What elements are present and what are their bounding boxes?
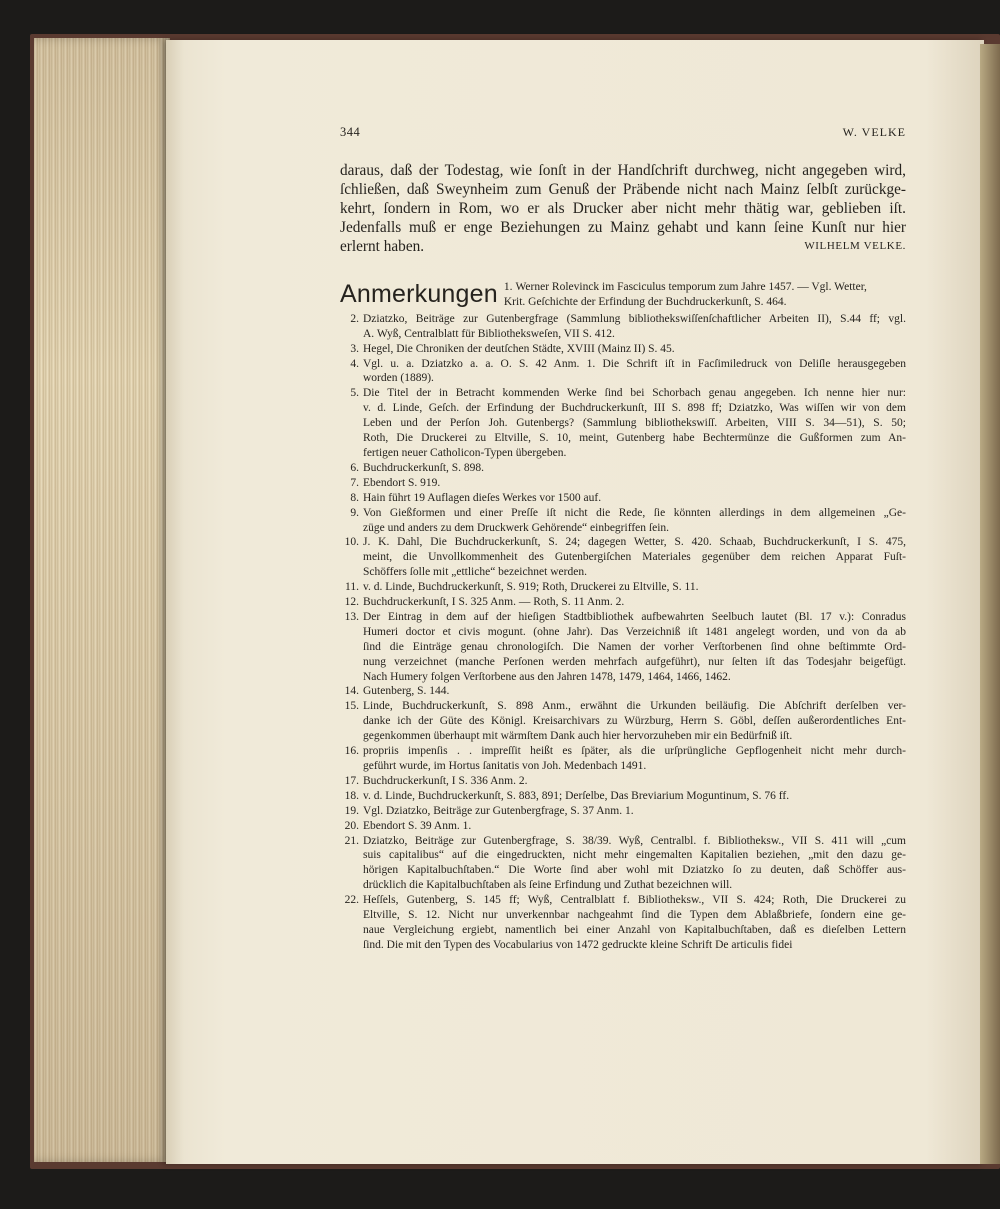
footnote-line: Hegel, Die Chroniken der deutſchen Städte, XVIII (Mainz II) S. 45. bbox=[363, 342, 675, 355]
footnote-4 bbox=[340, 357, 906, 387]
footnote-line: Die Titel der in Betracht kommenden Werke ſind bei Schorbach genau angegeben. Ich nenne hier nur: bbox=[363, 387, 906, 400]
running-head bbox=[340, 125, 906, 147]
footnote-text bbox=[363, 476, 906, 491]
footnote-line: ſind. Die mit den Typen des Vocabularius von 1472 gedruckte kleine Schrift De articulis fidei bbox=[363, 938, 793, 951]
body-line: kehrt, ſondern in Rom, wo er als Drucker aber nicht mehr thätig war, geblieben iſt. bbox=[340, 200, 906, 217]
footnote-text bbox=[363, 342, 906, 357]
footnote-text bbox=[363, 774, 906, 789]
notes-list bbox=[340, 280, 906, 953]
page-number: 344 bbox=[340, 125, 361, 139]
footnote-line: züge und anders zu dem Druckwerk Gehörende“ einbegriffen ſein. bbox=[363, 521, 670, 534]
footnote-number: 5. bbox=[350, 387, 359, 400]
footnote-line: suis capitalibus“ auf die eingedruckten, nicht mehr eingemalten Kapitalien beziehen, „mit den dazu ge- bbox=[363, 849, 906, 862]
footnote-text bbox=[363, 804, 906, 819]
footnote-line: Roth, Die Druckerei zu Eltville, S. 10, meint, Gutenberg habe Bechtermünze die Gußformen zum An- bbox=[363, 432, 906, 445]
footnote-text bbox=[363, 461, 906, 476]
body-line: daraus, daß der Todestag, wie ſonſt in der Handſchrift durchweg, nicht angegeben wird, bbox=[340, 162, 906, 179]
footnote-3 bbox=[340, 342, 906, 357]
footnote-number: 2. bbox=[350, 312, 359, 325]
body-line: ſchließen, daß Sweynheim zum Genuß der Präbende nicht nach Mainz ſelbſt zurückge- bbox=[340, 181, 906, 198]
footnote-number: 1. bbox=[503, 281, 513, 293]
footnote-number: 22. bbox=[344, 894, 359, 907]
footnote-line: Gutenberg, S. 144. bbox=[363, 685, 450, 698]
footnote-text bbox=[363, 834, 906, 894]
footnote-line: fertigen neuer Catholicon-Typen übergeben. bbox=[363, 446, 567, 459]
footnote-line: v. d. Linde, Buchdruckerkunſt, S. 883, 891; Derſelbe, Das Breviarium Moguntinum, S. 76 ff. bbox=[363, 789, 790, 802]
footnote-line: Hain führt 19 Auflagen dieſes Werkes vor 1500 auf. bbox=[363, 491, 602, 504]
footnote-line: worden (1889). bbox=[363, 372, 434, 385]
footnote-line: Vgl. u. a. Dziatzko a. a. O. S. 42 Anm. 1. Die Schrift iſt in Facſimiledruck von Deliſle herausgegeben bbox=[363, 357, 906, 370]
footnote-number: 14. bbox=[344, 685, 359, 698]
page-content bbox=[340, 125, 906, 953]
footnote-line: meint, die Unvollkommenheit des Gutenbergiſchen Materiales gegenüber dem reichen Apparat Fuſt- bbox=[363, 551, 906, 564]
footnote-9 bbox=[340, 506, 906, 536]
footnote-text bbox=[363, 535, 906, 580]
footnote-line: Humeri doctor et civis mogunt. (ohne Jahr). Das Verzeichniß iſt 1481 angelegt worden, und von da ab bbox=[363, 625, 906, 638]
footnote-number: 4. bbox=[350, 357, 359, 370]
footnote-line: J. K. Dahl, Die Buchdruckerkunſt, S. 24; dagegen Wetter, S. 420. Schaab, Buchdruckerkunſt, I S. 475, bbox=[363, 536, 906, 549]
footnote-number: 17. bbox=[344, 774, 359, 787]
footnote-text bbox=[363, 893, 906, 953]
footnote-number: 9. bbox=[350, 506, 359, 519]
footnote-text bbox=[504, 281, 867, 308]
footnote-number: 20. bbox=[344, 819, 359, 832]
body-line: Jedenfalls muß er enge Beziehungen zu Mainz gehabt und kann ſeine Kunſt nur hier bbox=[340, 219, 906, 236]
footnote-8 bbox=[340, 491, 906, 506]
footnote-2 bbox=[340, 312, 906, 342]
footnote-number: 6. bbox=[350, 461, 359, 474]
footnote-text bbox=[363, 699, 906, 744]
footnote-line: gegenkommen überhaupt mit wärmſtem Dank auch hier hervorzuheben mir ein Bedürfniß iſt. bbox=[363, 730, 793, 743]
footnote-19 bbox=[340, 804, 906, 819]
footnote-10 bbox=[340, 535, 906, 580]
page-stack-edges bbox=[34, 38, 170, 1162]
footnote-line: Linde, Buchdruckerkunſt, S. 898 Anm., erwähnt die Urkunden beiläufig. Die Abſchrift derſelben ver- bbox=[363, 700, 906, 713]
footnote-line: Dziatzko, Beiträge zur Gutenbergfrage, S. 38/39. Wyß, Centralbl. f. Bibliotheksw., VII S. 411 will „cum bbox=[363, 834, 906, 847]
footnote-text bbox=[363, 491, 906, 506]
footnote-number: 12. bbox=[344, 596, 359, 609]
footnote-14 bbox=[340, 684, 906, 699]
footnote-line: Heſſels, Gutenberg, S. 145 ff; Wyß, Centralblatt f. Bibliotheksw., VII S. 424; Roth, Die Druckerei zu bbox=[363, 894, 906, 907]
footnote-number: 19. bbox=[344, 804, 359, 817]
footnote-line: Eltville, S. 12. Nicht nur unverkennbar nachgeahmt ſind die Typen dem Ablaßbriefe, ſondern eine ge- bbox=[363, 909, 906, 922]
footnote-16 bbox=[340, 744, 906, 774]
footnote-text bbox=[363, 610, 906, 685]
footnote-number: 18. bbox=[344, 789, 359, 802]
footnote-line: naue Vergleichung ergiebt, namentlich bei einer Anzahl von Kapitalbuchſtaben, daß es dieſelben Lettern bbox=[363, 923, 906, 936]
footnote-line: Schöffers ſolle mit „ettliche“ bezeichnet werden. bbox=[363, 566, 587, 579]
footnote-line: ſind die Einträge genau chronologiſch. Die Namen der vorher Verſtorbenen ſind ohne beſtimmte Ord- bbox=[363, 640, 906, 653]
footnote-line: Ebendort S. 39 Anm. 1. bbox=[363, 819, 472, 832]
footnote-text bbox=[363, 506, 906, 536]
footnote-12 bbox=[340, 595, 906, 610]
footnote-text bbox=[363, 819, 906, 834]
footnote-line: Leben und der Perſon Joh. Gutenbergs? (Sammlung bibliothekswiſſ. Arbeiten, VIII S. 34—51), S. 50; bbox=[363, 417, 906, 430]
footnote-text bbox=[363, 580, 906, 595]
body-line: erlernt haben. bbox=[340, 238, 425, 255]
footnote-text bbox=[363, 357, 906, 387]
author-signature: WILHELM VELKE. bbox=[804, 240, 906, 252]
footnote-22 bbox=[340, 893, 906, 953]
footnote-line: A. Wyß, Centralblatt für Bibliotheksweſen, VII S. 412. bbox=[363, 327, 615, 340]
footnote-line: Werner Rolevinck im Fasciculus temporum zum Jahre 1457. — Vgl. Wetter, bbox=[515, 281, 867, 293]
footnote-5 bbox=[340, 386, 906, 461]
footnote-line: Dziatzko, Beiträge zur Gutenbergfrage (Sammlung bibliothekswiſſenſchaftlicher Arbeiten II), S.44 ff; vgl. bbox=[363, 312, 906, 325]
footnote-text bbox=[363, 595, 906, 610]
footnote-6 bbox=[340, 461, 906, 476]
footnote-line: propriis impenſis . . impreſſit heißt es ſpäter, als die urſprüngliche Gepflogenheit nicht mehr durch- bbox=[363, 745, 906, 758]
footnote-line: v. d. Linde, Buchdruckerkunſt, S. 919; Roth, Druckerei zu Eltville, S. 11. bbox=[363, 581, 699, 594]
notes-section bbox=[340, 280, 906, 953]
footnote-17 bbox=[340, 774, 906, 789]
footnote-11 bbox=[340, 580, 906, 595]
running-author: W. VELKE bbox=[842, 125, 906, 139]
footnote-number: 16. bbox=[344, 745, 359, 758]
footnote-number: 10. bbox=[344, 536, 359, 549]
footnote-20 bbox=[340, 819, 906, 834]
footnote-number: 3. bbox=[350, 342, 359, 355]
footnote-21 bbox=[340, 834, 906, 894]
footnote-line: drücklich die Kapitalbuchſtaben als ſeine Erfindung und Zuthat bezeichnen will. bbox=[363, 879, 733, 892]
footnote-7 bbox=[340, 476, 906, 491]
footnote-number: 21. bbox=[344, 834, 359, 847]
footnote-18 bbox=[340, 789, 906, 804]
notes-heading: Anmerkungen bbox=[340, 280, 498, 308]
footnote-line: Der Eintrag in dem auf der hieſigen Stadtbibliothek aufbewahrten Seelbuch lautet (Bl. 17 v.): Conradus bbox=[363, 610, 906, 623]
footnote-text bbox=[363, 386, 906, 461]
footnote-number: 7. bbox=[350, 476, 359, 489]
footnote-number: 15. bbox=[344, 700, 359, 713]
footnote-13 bbox=[340, 610, 906, 685]
footnote-line: nung verzeichnet (manche Perſonen werden mehrfach aufgeführt), nur ſelten iſt das Todesjahr beigefügt. bbox=[363, 655, 906, 668]
footnote-line: Ebendort S. 919. bbox=[363, 476, 441, 489]
footnote-text bbox=[363, 789, 906, 804]
footnote-line: Krit. Geſchichte der Erfindung der Buchdruckerkunſt, S. 464. bbox=[503, 295, 787, 308]
footnote-line: Buchdruckerkunſt, S. 898. bbox=[363, 461, 485, 474]
footnote-line: danke ich der Güte des Königl. Kreisarchivars zu Würzburg, Herrn S. Göbl, deſſen außerordentliches Ent- bbox=[363, 715, 906, 728]
footnote-line: Vgl. Dziatzko, Beiträge zur Gutenbergfrage, S. 37 Anm. 1. bbox=[363, 804, 634, 817]
footnote-line: Buchdruckerkunſt, I S. 336 Anm. 2. bbox=[363, 774, 528, 787]
footnote-line: geführt wurde, im Hortus ſanitatis von Joh. Medenbach 1491. bbox=[363, 760, 647, 772]
footnote-text bbox=[363, 684, 906, 699]
footnote-line: Nach Humery folgen Verſtorbene aus den Jahren 1478, 1479, 1464, 1466, 1462. bbox=[363, 670, 731, 683]
footnote-number: 11. bbox=[345, 581, 359, 594]
footnote-line: v. d. Linde, Geſch. der Erfindung der Buchdruckerkunſt, III S. 898 ff; Dziatzko, Was wiſſen wir von dem bbox=[363, 402, 906, 415]
footnote-15 bbox=[340, 699, 906, 744]
footnote-number: 8. bbox=[350, 491, 359, 504]
footnote-line: Buchdruckerkunſt, I S. 325 Anm. — Roth, S. 11 Anm. 2. bbox=[363, 596, 625, 609]
footnote-text bbox=[363, 744, 906, 774]
footnote-text bbox=[363, 312, 906, 342]
footnote-number: 13. bbox=[344, 610, 359, 623]
page-right-edge bbox=[980, 44, 1000, 1164]
footnote-line: Von Gießformen und einer Preſſe iſt nicht die Rede, ſie könnten allerdings in dem allgemeinen „Ge- bbox=[363, 506, 906, 519]
footnote-line: hörigen Kapitalbuchſtaben.“ Die Worte ſind aber wohl mit Dziatzko ſo zu deuten, daß Schöffer aus- bbox=[363, 864, 906, 877]
